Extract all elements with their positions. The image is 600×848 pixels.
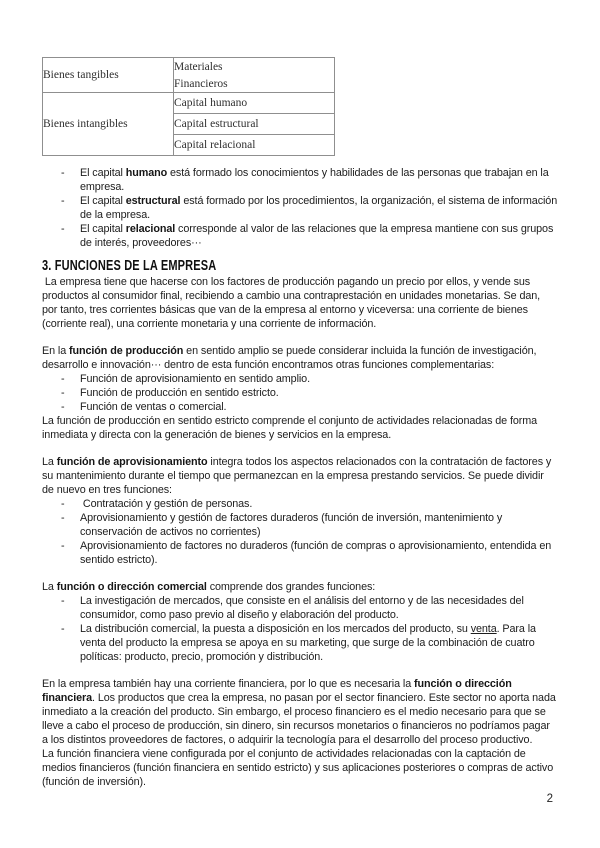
- list-item: [42, 594, 558, 622]
- bullet-dash: -: [61, 595, 65, 607]
- paragraph: En la empresa también hay una corriente financiera, por lo que es necesaria la función o dirección financiera. Los productos que crea la empresa, no pasan por el sector financiero. Este sector no aporta nada inmediato a la creación del producto. Sin embargo, el proceso financiero es el medio necesario para que se lleve a cabo el proceso de producción, sin dinero, sin recursos monetarios o financieros no podríamos pagar a los distintos proveedores de factores, o adquirir la tecnología para el desarrollo del proceso productivo.: [42, 678, 556, 746]
- bullet-text: Aprovisionamiento y gestión de factores duraderos (función de inversión, mantenimiento y conservación de activos no corrientes): [80, 512, 503, 538]
- bullet-text: La investigación de mercados, que consiste en el análisis del entorno y de las necesidades del consumidor, como paso previo al diseño y elaboración del producto.: [80, 595, 524, 621]
- list-item: [42, 511, 558, 539]
- block-funcion-aprovisionamiento: [42, 455, 558, 567]
- paragraph-intro: La empresa tiene que hacerse con los factores de producción pagando un precio por ellos, y vende sus productos al consumidor final, recibiendo a cambio una contraprestación en unidades monetarias. Se dan, por tanto, tres corrientes básicas que van de la empresa al entorno y viceversa: una corriente de bienes (corriente real), una corriente monetaria y una corriente de información.: [42, 276, 541, 330]
- capital-bullet-list: [42, 166, 558, 250]
- bullet-dash: -: [61, 512, 65, 524]
- bullet-dash: -: [61, 498, 65, 510]
- block-funcion-comercial: [42, 580, 558, 664]
- bullet-text: El capital humano está formado los conocimientos y habilidades de las personas que trabajan en la empresa.: [80, 167, 549, 193]
- bullet-text: Función de aprovisionamiento en sentido amplio.: [80, 373, 310, 385]
- table-cell-capital-humano: Capital humano: [174, 93, 335, 114]
- table-cell-capital-relacional: Capital relacional: [174, 135, 335, 156]
- bullet-dash: -: [61, 401, 65, 413]
- bullet-text: Aprovisionamiento de factores no duraderos (función de compras o aprovisionamiento, entendida en sentido estricto).: [80, 540, 552, 566]
- section-heading: [42, 259, 558, 273]
- assets-table: [42, 57, 335, 156]
- list-item: [42, 622, 558, 664]
- list-item: [42, 539, 558, 567]
- table-cell-financieros: Financieros: [174, 75, 335, 93]
- list-item: [42, 400, 558, 414]
- paragraph: La función financiera viene configurada por el conjunto de actividades relacionadas con la captación de medios financieros (función financiera en sentido estricto) y sus aplicaciones posteriores o compras de activo (función de inversión).: [42, 748, 554, 788]
- section-heading-text: 3. FUNCIONES DE LA EMPRESA: [42, 258, 217, 274]
- block-funcion-produccion: [42, 344, 558, 442]
- bullet-text: Función de ventas o comercial.: [80, 401, 227, 413]
- bullet-text: La distribución comercial, la puesta a disposición en los mercados del producto, su venta. Para la venta del producto la empresa se apoya en su marketing, que surge de la combinación de cuatro políticas: producto, precio, promoción y distribución.: [80, 623, 536, 663]
- list-item: [42, 497, 558, 511]
- list-item: [42, 222, 558, 250]
- table-cell-bienes-intangibles: Bienes intangibles: [43, 118, 128, 130]
- bullet-text: Función de producción en sentido estricto.: [80, 387, 279, 399]
- aprovisionamiento-bullet-list: [42, 497, 558, 567]
- table-row: [43, 58, 335, 76]
- paragraph: En la función de producción en sentido amplio se puede considerar incluida la función de investigación, desarrollo e innovación··· dentro de esta función encontramos otras funciones complementarias:: [42, 345, 537, 371]
- bullet-dash: -: [61, 195, 65, 207]
- list-item: [42, 386, 558, 400]
- produccion-bullet-list: [42, 372, 558, 414]
- list-item: [42, 194, 558, 222]
- page-number: 2: [546, 793, 553, 805]
- bullet-text: Contratación y gestión de personas.: [80, 498, 253, 510]
- comercial-bullet-list: [42, 594, 558, 664]
- paragraph: La función de producción en sentido estricto comprende el conjunto de actividades relacionadas de forma inmediata y directa con la generación de bienes y servicios en la empresa.: [42, 415, 538, 441]
- bullet-dash: -: [61, 373, 65, 385]
- bullet-dash: -: [61, 540, 65, 552]
- table-cell-capital-estructural: Capital estructural: [174, 114, 335, 135]
- bullet-dash: -: [61, 167, 65, 179]
- table-row: [43, 93, 335, 114]
- paragraph: La función de aprovisionamiento integra todos los aspectos relacionados con la contratación de factores y su mantenimiento durante el tiempo que permanezcan en la empresa prestando servicios. Se puede dividir de nuevo en tres funciones:: [42, 456, 552, 496]
- list-item: [42, 372, 558, 386]
- list-item: [42, 166, 558, 194]
- bullet-dash: -: [61, 387, 65, 399]
- table-cell-materiales: Materiales: [174, 58, 335, 76]
- table-cell-bienes-tangibles: Bienes tangibles: [43, 58, 174, 93]
- paragraph: La función o dirección comercial comprende dos grandes funciones:: [42, 581, 376, 593]
- bullet-text: El capital estructural está formado por los procedimientos, la organización, el sistema de información de la empresa.: [80, 195, 558, 221]
- block-funcion-financiera: [42, 677, 558, 789]
- bullet-dash: -: [61, 623, 65, 635]
- bullet-dash: -: [61, 223, 65, 235]
- bullet-text: El capital relacional corresponde al valor de las relaciones que la empresa mantiene con sus grupos de interés, proveedores···: [80, 223, 554, 249]
